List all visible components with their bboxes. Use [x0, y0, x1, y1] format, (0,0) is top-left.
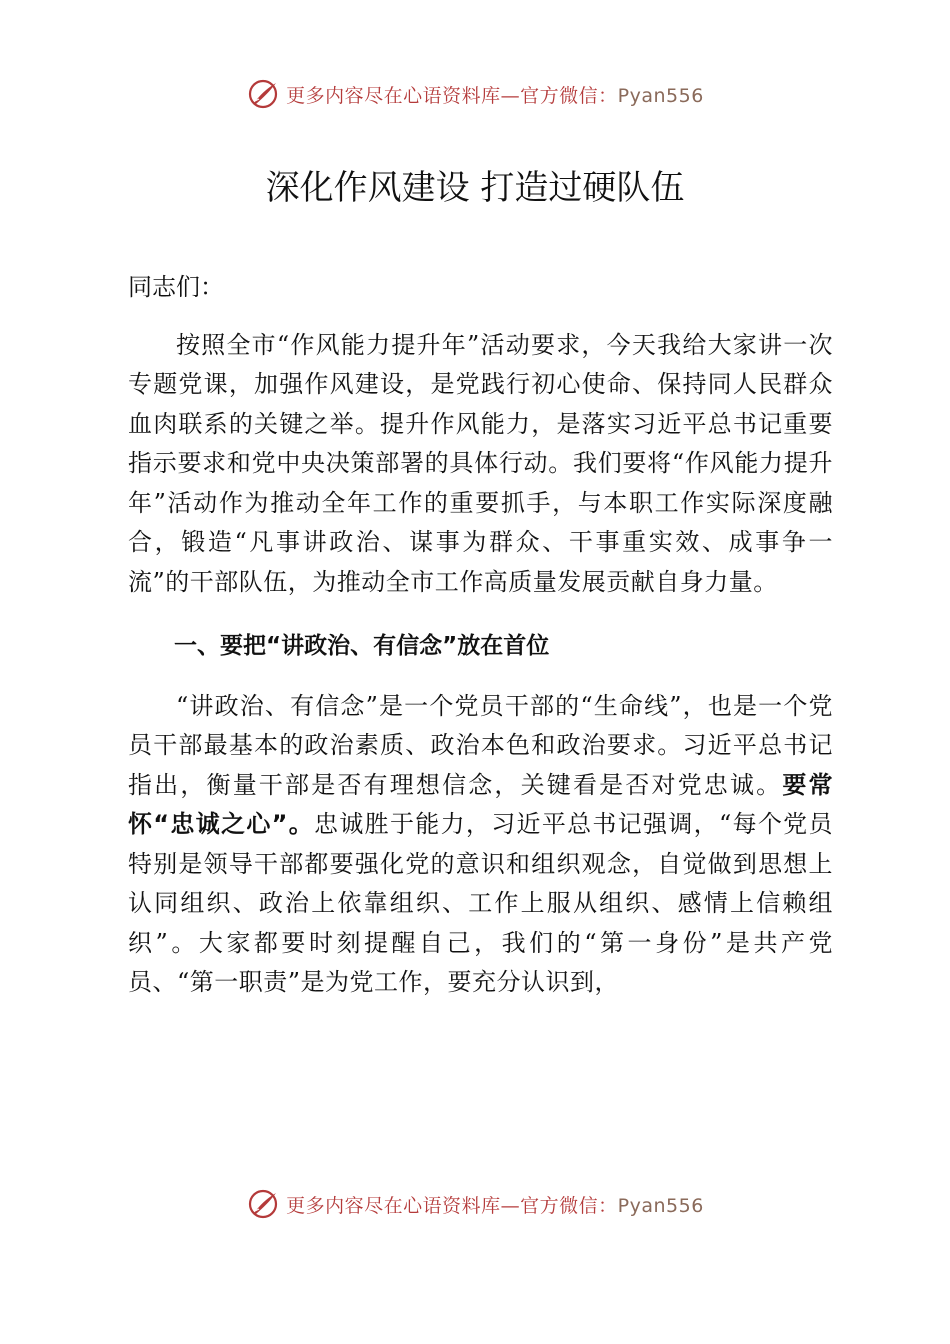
paragraph-intro: 按照全市“作风能力提升年”活动要求，今天我给大家讲一次专题党课，加强作风建设，是党践行初心使命、保持同人民群众血肉联系的关键之举。提升作风能力，是落实习近平总书记重要指示要求和党中央决策部署的具体行动。我们要将“作风能力提升年”活动作为推动全年工作的重要抓手，与本职工作实际深度融合，锻造“凡事讲政治、谋事为群众、干事重实效、成事争一流”的干部队伍，为推动全市工作高质量发展贡献自身力量。: [128, 330, 833, 596]
greeting: 同志们：: [128, 273, 224, 301]
watermark-text: 更多内容尽在心语资料库—官方微信：Pyan556: [286, 1194, 704, 1217]
quill-logo-icon: [246, 77, 280, 111]
document-title: 深化作风建设 打造过硬队伍: [265, 168, 685, 208]
document-body: [128, 268, 833, 1003]
paragraph-section-1: [128, 687, 833, 1003]
watermark-banner-top: [0, 72, 950, 116]
paragraph-text: “讲政治、有信念”是一个党员干部的“生命线”，也是一个党员干部最基本的政治素质、政治本色和政治要求。习近平总书记指出，衡量干部是否有理想信念，关键看是否对党忠诚。: [128, 691, 833, 799]
emphasis-text: 要常怀“忠诚之心”。: [128, 770, 834, 838]
quill-logo-icon: [246, 1187, 280, 1221]
paragraph-text-continued: 忠诚胜于能力，习近平总书记强调，“每个党员特别是领导干部都要强化党的意识和组织观念，自觉做到思想上认同组织、政治上依靠组织、工作上服从组织、感情上信赖组织”。大家都要时刻提醒自己，我们的“第一身份”是共产党员、“第一职责”是为党工作，要充分认识到，: [128, 810, 833, 996]
watermark-text: 更多内容尽在心语资料库—官方微信：Pyan556: [286, 84, 704, 107]
section-heading-1: 一、要把“讲政治、有信念”放在首位: [174, 633, 550, 659]
watermark-banner-bottom: [0, 1182, 950, 1226]
